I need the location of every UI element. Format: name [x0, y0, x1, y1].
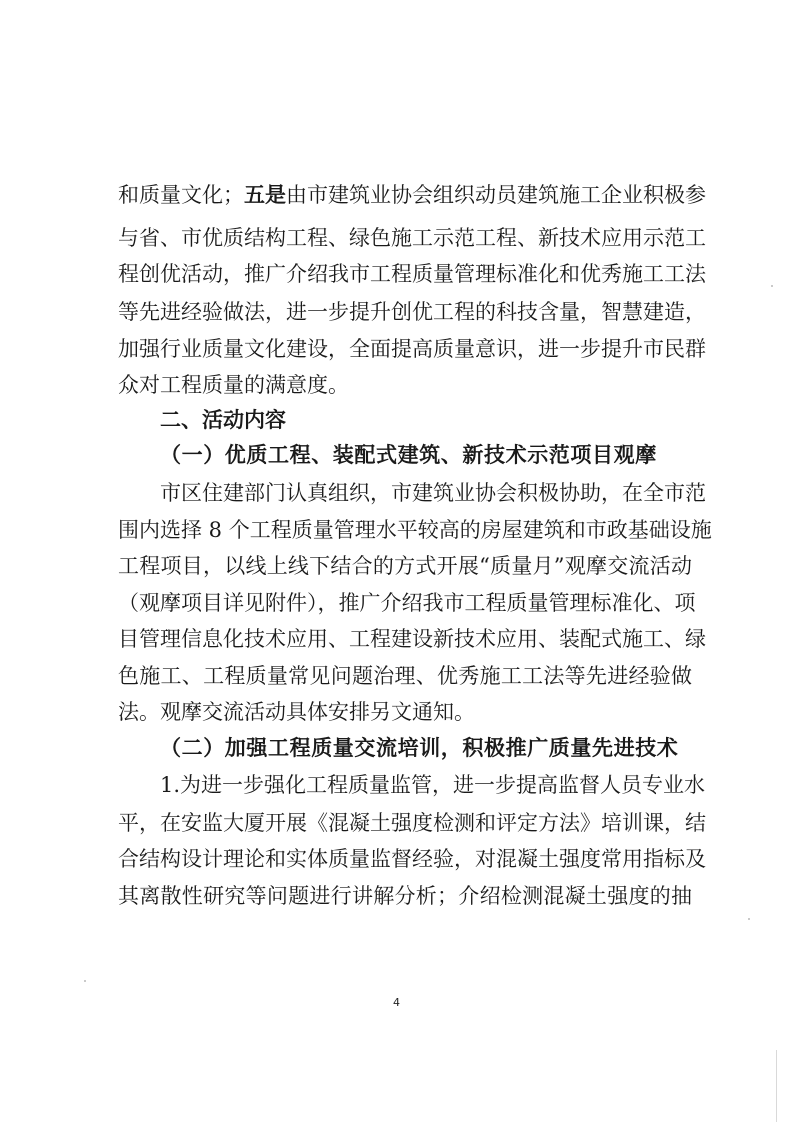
- page-number: 4: [393, 996, 400, 1009]
- text-run: 由市建筑业协会组织动员建筑施工企业积极参: [286, 183, 706, 207]
- body-line: 1.为进一步强化工程质量监管，进一步提高监督人员专业水: [160, 773, 706, 797]
- body-line: 平，在安监大厦开展《混凝土强度检测和评定方法》培训课，结: [118, 811, 706, 835]
- bold-keyword: 五是: [244, 182, 286, 207]
- body-line: 市区住建部门认真组织，市建筑业协会积极协助，在全市范: [160, 481, 706, 505]
- body-line: 色施工、工程质量常见问题治理、优秀施工工法等先进经验做: [118, 664, 692, 688]
- section-heading: 二、活动内容: [160, 408, 286, 432]
- body-line: 目管理信息化技术应用、工程建设新技术应用、装配式施工、绿: [118, 627, 706, 651]
- body-line: 程创优活动，推广介绍我市工程质量管理标准化和优秀施工工法: [118, 262, 706, 286]
- body-line: 与省、市优质结构工程、绿色施工示范工程、新技术应用示范工: [118, 226, 706, 250]
- scan-speck: [84, 980, 86, 982]
- scan-speck: [748, 918, 750, 920]
- body-line: [118, 180, 706, 210]
- body-line: （观摩项目详见附件），推广介绍我市工程质量管理标准化、项: [118, 591, 696, 615]
- text-run: 和质量文化；: [118, 183, 244, 207]
- subsection-heading: （一）优质工程、装配式建筑、新技术示范项目观摩: [160, 442, 657, 467]
- body-line: 工程项目，以线上线下结合的方式开展“质量月”观摩交流活动: [118, 554, 692, 578]
- body-line: 围内选择 8 个工程质量管理水平较高的房屋建筑和市政基础设施: [118, 518, 712, 542]
- body-line: 众对工程质量的满意度。: [118, 373, 349, 397]
- body-line: 等先进经验做法，进一步提升创优工程的科技含量，智慧建造，: [118, 300, 706, 324]
- body-line: 合结构设计理论和实体质量监督经验，对混凝土强度常用指标及: [118, 847, 706, 871]
- subsection-heading: （二）加强工程质量交流培训，积极推广质量先进技术: [160, 735, 679, 760]
- body-line: 加强行业质量文化建设，全面提高质量意识，进一步提升市民群: [118, 337, 706, 361]
- scan-edge-line: [776, 1050, 777, 1122]
- scan-speck: [771, 285, 773, 287]
- body-line: 其离散性研究等问题进行讲解分析；介绍检测混凝土强度的抽: [118, 884, 692, 908]
- body-line: 法。观摩交流活动具体安排另文通知。: [118, 700, 475, 724]
